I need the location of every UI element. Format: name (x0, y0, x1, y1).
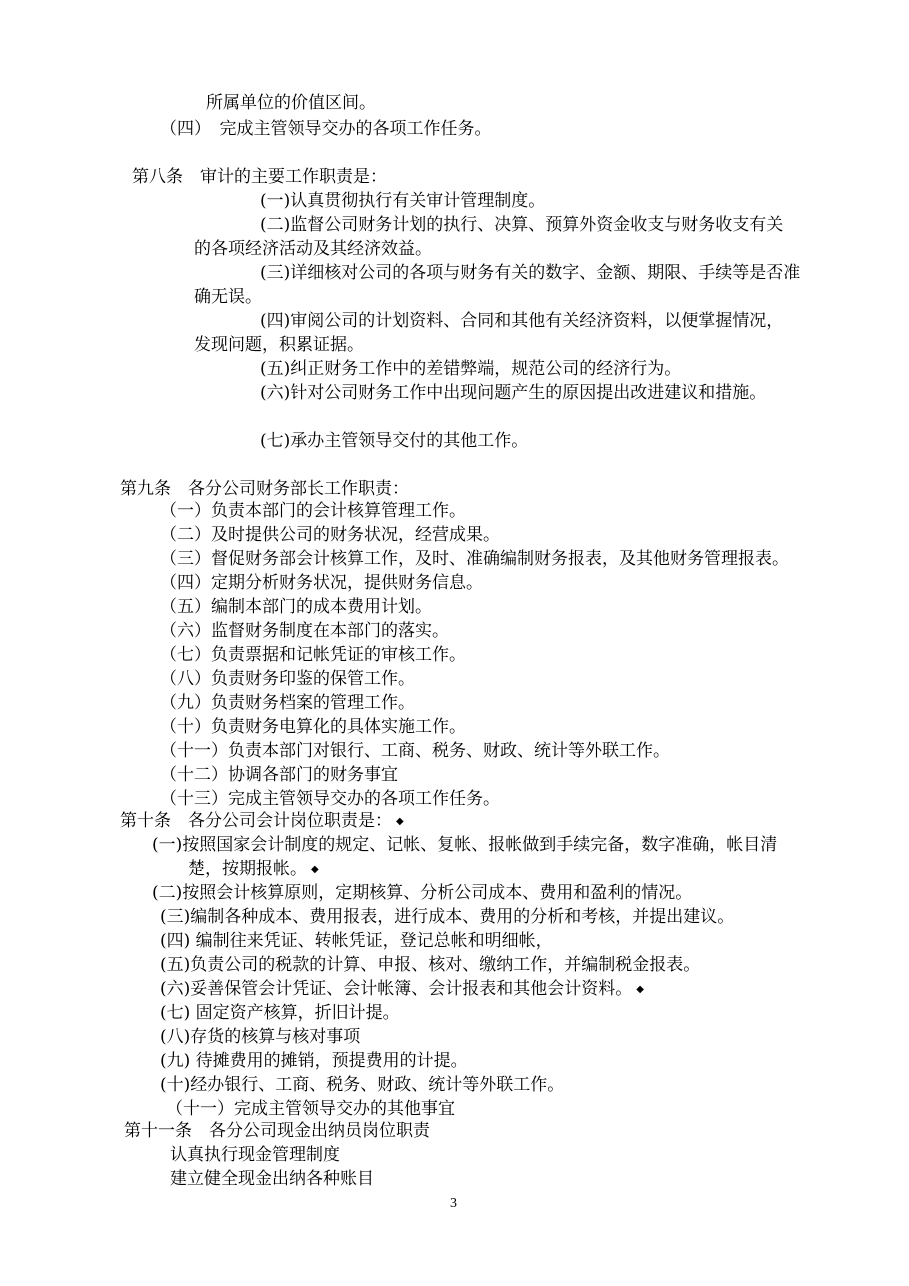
article-8-item: (七)承办主管领导交付的其他工作。 (260, 431, 529, 451)
article-8-item: (二)监督公司财务计划的执行、决算、预算外资金收支与财务收支有关 (260, 215, 784, 235)
article-9-item: （九）负责财务档案的管理工作。 (160, 693, 415, 713)
diamond-mark-icon: ◆ (396, 816, 404, 827)
article-8-item: 确无误。 (194, 287, 262, 307)
article-10-item: （十一）完成主管领导交办的其他事宜 (166, 1099, 455, 1119)
article-10-item: (三)编制各种成本、费用报表，进行成本、费用的分析和考核，并提出建议。 (160, 907, 735, 927)
article-10-item: (八)存货的核算与核对事项 (160, 1027, 361, 1047)
article-10-item: (一)按照国家会计制度的规定、记帐、复帐、报帐做到手续完备，数字准确，帐目清 (152, 835, 778, 855)
article-9-item: （三）督促财务部会计核算工作，及时、准确编制财务报表，及其他财务管理报表。 (160, 549, 789, 569)
article-9-item: （四）定期分析财务状况，提供财务信息。 (160, 573, 483, 593)
article-10-heading: 第十条 各分公司会计岗位职责是： (120, 811, 392, 831)
article-9-item: （五）编制本部门的成本费用计划。 (160, 597, 432, 617)
article-9-item: （七）负责票据和记帐凭证的审核工作。 (160, 645, 466, 665)
article-10-item: (五)负责公司的税款的计算、申报、核对、缴纳工作，并编制税金报表。 (160, 955, 701, 975)
article-9-item: （十）负责财务电算化的具体实施工作。 (160, 717, 466, 737)
article-9-item: （六）监督财务制度在本部门的落实。 (160, 621, 449, 641)
article-10-item: (七) 固定资产核算，折旧计提。 (160, 1003, 400, 1023)
page-number: 3 (450, 1196, 457, 1211)
article-9-item: （十二）协调各部门的财务事宜 (160, 765, 398, 785)
article-9-item: （十三）完成主管领导交办的各项工作任务。 (160, 789, 500, 809)
article-9-item: （二）及时提供公司的财务状况，经营成果。 (160, 525, 500, 545)
article-9-item: （八）负责财务印鉴的保管工作。 (160, 669, 415, 689)
diamond-mark-icon: ◆ (311, 864, 319, 875)
article-10-item: (九) 待摊费用的摊销，预提费用的计提。 (160, 1051, 468, 1071)
article-11-item: 认真执行现金管理制度 (170, 1145, 340, 1165)
article-10-heading-line (120, 810, 404, 833)
article-8-item: (四)审阅公司的计划资料、合同和其他有关经济资料，以便掌握情况， (260, 311, 784, 331)
article-8-item: (五)纠正财务工作中的差错弊端，规范公司的经济行为。 (260, 359, 682, 379)
article-11-item: 建立健全现金出纳各种账目 (170, 1169, 374, 1189)
article-10-item: 楚，按期报帐。 (188, 859, 307, 879)
article-9-item: （一）负责本部门的会计核算管理工作。 (160, 501, 466, 521)
article-9-item: （十一）负责本部门对银行、工商、税务、财政、统计等外联工作。 (160, 741, 670, 761)
article-8-heading: 第八条 审计的主要工作职责是： (132, 167, 387, 187)
article-10-item: (二)按照会计核算原则，定期核算、分析公司成本、费用和盈利的情况。 (152, 883, 693, 903)
intro-line-2: （四） 完成主管领导交办的各项工作任务。 (160, 119, 492, 139)
article-11-heading: 第十一条 各分公司现金出纳员岗位职责 (124, 1121, 430, 1141)
intro-line-1: 所属单位的价值区间。 (206, 93, 376, 113)
article-8-item: (六)针对公司财务工作中出现问题产生的原因提出改进建议和措施。 (260, 383, 767, 403)
article-10-item-line (188, 858, 319, 881)
diamond-mark-icon: ◆ (636, 984, 644, 995)
article-10-item: (六)妥善保管会计凭证、会计帐簿、会计报表和其他会计资料。 (160, 979, 633, 999)
article-9-heading: 第九条 各分公司财务部长工作职责： (120, 479, 409, 499)
article-10-item-line (160, 978, 644, 1001)
article-8-item: 的各项经济活动及其经济效益。 (194, 239, 432, 259)
article-10-item: (四) 编制往来凭证、转帐凭证，登记总帐和明细帐， (160, 931, 553, 951)
article-8-item: (三)详细核对公司的各项与财务有关的数字、金额、期限、手续等是否准 (260, 263, 801, 283)
article-10-item: (十)经办银行、工商、税务、财政、统计等外联工作。 (160, 1075, 565, 1095)
article-8-item: 发现问题，积累证据。 (194, 335, 364, 355)
article-8-item: (一)认真贯彻执行有关审计管理制度。 (260, 191, 546, 211)
